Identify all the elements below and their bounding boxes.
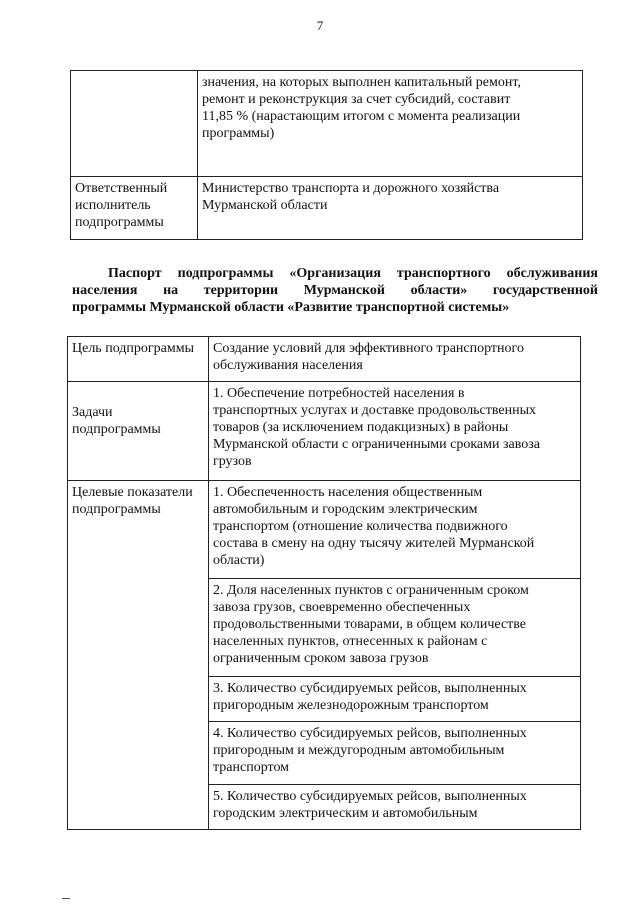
indicator-item: 1. Обеспеченность населения общественным автомобильным и городским электрическим транспортом (отношение количества подвижного состава в смену на одну тысячу жителей Мурманской области) [209,481,581,579]
table-row [68,382,581,481]
heading-line: Паспорт подпрограммы «Организация транспортного обслуживания [108,266,598,281]
table-cell [71,71,198,177]
indicator-item: 5. Количество субсидируемых рейсов, выполненных городским электрическим и автомобильным [209,785,581,830]
table-row [71,71,583,177]
goal-label: Цель подпрограммы [68,337,209,382]
tasks-label: Задачи подпрограммы [68,382,209,481]
top-table [70,70,583,240]
tasks-value: 1. Обеспечение потребностей населения в транспортных услугах и доставке продовольственных товаров (за исключением подакцизных) в районы Мурманской области с ограниченными сроками завоза грузов [209,382,581,481]
scan-mark [62,898,70,899]
responsible-value: Министерство транспорта и дорожного хозяйства Мурманской области [198,177,583,240]
table-row [71,177,583,240]
goal-value: Создание условий для эффективного транспортного обслуживания населения [209,337,581,382]
passport-table [67,336,581,830]
table-row [68,337,581,382]
table-cell: значения, на которых выполнен капитальный ремонт, ремонт и реконструкция за счет субсидий, составит 11,85 % (нарастающим итогом с момента реализации программы) [198,71,583,177]
indicator-item: 3. Количество субсидируемых рейсов, выполненных пригородным железнодорожным транспортом [209,677,581,722]
responsible-label: Ответственный исполнитель подпрограммы [71,177,198,240]
page-number: 7 [316,18,324,33]
indicator-item: 4. Количество субсидируемых рейсов, выполненных пригородным и междугородным автомобильным транспортом [209,722,581,785]
table-row [68,481,581,579]
heading-line: программы Мурманской области «Развитие транспортной системы» [72,300,510,315]
indicator-item: 2. Доля населенных пунктов с ограниченным сроком завоза грузов, своевременно обеспеченных продовольственными товарами, в общем количестве населенных пунктов, отнесенных к районам с ограниченным сроком завоза грузов [209,579,581,677]
heading-line: населения на территории Мурманской области» государственной [72,283,598,298]
indicators-label: Целевые показатели подпрограммы [68,481,209,830]
subprogram-passport-heading [72,265,598,316]
